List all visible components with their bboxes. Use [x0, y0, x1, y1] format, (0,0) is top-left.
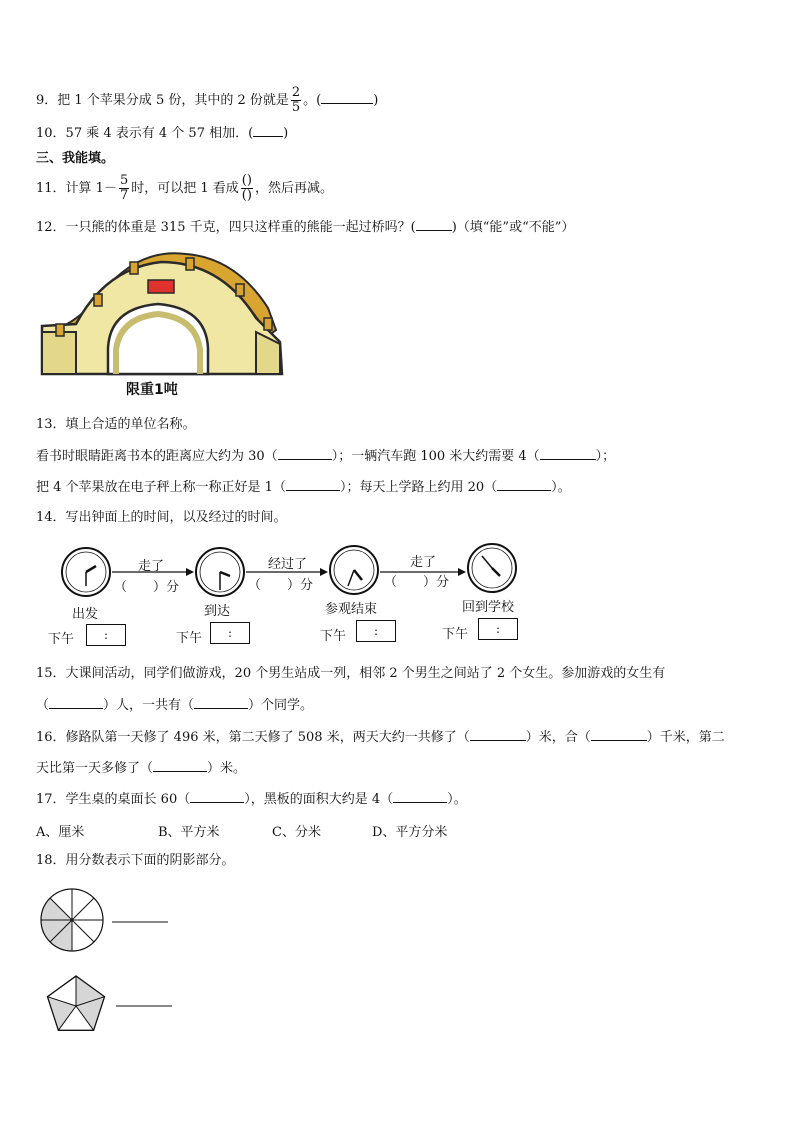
pm-label: 下午 — [320, 629, 347, 644]
q15-text: ）个同学。 — [248, 698, 314, 713]
question-11 — [36, 174, 333, 203]
question-13-line2 — [36, 478, 571, 497]
question-18-title: 18．用分数表示下面的阴影部分。 — [36, 853, 235, 868]
time-box[interactable]: : — [86, 624, 126, 646]
answer-blank[interactable] — [278, 447, 332, 460]
clock-3 — [330, 546, 378, 594]
answer-blank[interactable] — [190, 790, 244, 803]
question-15-line2 — [36, 696, 313, 715]
bridge-post — [264, 318, 272, 330]
answer-blank[interactable] — [416, 218, 452, 231]
q13-text: ）；每天上学路上约用 20（ — [339, 480, 498, 495]
q9-paren-close: ) — [373, 93, 379, 108]
pm-label: 下午 — [48, 632, 75, 647]
bridge-post — [236, 284, 244, 296]
question-17 — [36, 790, 467, 809]
pentagon-figure — [42, 972, 182, 1036]
answer-blank[interactable] — [321, 91, 373, 104]
bridge-post — [94, 294, 102, 306]
q9-text: 9．把 1 个苹果分成 5 份，其中的 2 份就是 — [36, 93, 289, 108]
question-14-title: 14．写出钟面上的时间，以及经过的时间。 — [36, 510, 287, 525]
frac-den: 7 — [119, 188, 129, 203]
q13-text: ）； — [595, 449, 616, 464]
choice-b[interactable]: B、平方米 — [158, 825, 220, 840]
answer-blank[interactable] — [497, 478, 551, 491]
arrow-2-top: 经过了 — [268, 557, 308, 572]
arrow-1-bottom[interactable]: （ ）分 — [114, 580, 180, 595]
time-box[interactable]: : — [478, 618, 518, 640]
pm-label: 下午 — [176, 631, 203, 646]
section-heading: 三、我能填。 — [36, 151, 115, 166]
clock-label-return: 回到学校 — [462, 600, 515, 615]
q17-text: ），黑板的面积大约是 4（ — [244, 792, 394, 807]
q13-text: ）。 — [551, 480, 571, 495]
q17-text: ）。 — [447, 792, 467, 807]
bridge-side — [42, 332, 76, 374]
time-box[interactable]: : — [210, 622, 250, 644]
circle-figure — [38, 884, 178, 956]
answer-blank[interactable] — [591, 728, 647, 741]
q16-text: ）千米，第二 — [646, 730, 725, 745]
q11-blank-fraction[interactable] — [241, 174, 253, 203]
q11-text-post: ，然后再减。 — [254, 181, 333, 196]
time-box[interactable]: : — [356, 620, 396, 642]
frac-num: 5 — [119, 173, 129, 188]
bridge-sign: 限重1吨 — [126, 382, 178, 398]
q9-paren-open: 。( — [303, 93, 322, 108]
choice-a[interactable]: A、厘米 — [36, 825, 85, 840]
question-15-line1: 15．大课间活动，同学们做游戏，20 个男生站成一列，相邻 2 个男生之间站了 2 个女生。参加游戏的女生有 — [36, 666, 666, 681]
bridge-plaque — [148, 280, 174, 293]
question-13-line1 — [36, 447, 615, 466]
q16-text: ）米。 — [207, 761, 247, 776]
answer-blank[interactable] — [194, 696, 248, 709]
answer-blank[interactable] — [253, 124, 283, 137]
choice-d[interactable]: D、平方分米 — [372, 825, 448, 840]
clock-4 — [468, 544, 516, 592]
answer-blank[interactable] — [470, 728, 526, 741]
frac-den: () — [241, 188, 252, 203]
answer-blank[interactable] — [153, 759, 207, 772]
shaded-sector — [41, 898, 72, 920]
answer-blank[interactable] — [286, 478, 340, 491]
pm-label: 下午 — [442, 627, 469, 642]
q17-text: 17．学生桌的桌面长 60（ — [36, 792, 191, 807]
answer-blank[interactable] — [393, 790, 447, 803]
q10-text: 10．57 乘 4 表示有 4 个 57 相加．( — [36, 126, 254, 141]
q15-text: ）人，一共有（ — [103, 698, 195, 713]
bridge-post — [56, 324, 64, 336]
question-12 — [36, 218, 574, 237]
q13-text: 把 4 个苹果放在电子秤上称一称正好是 1（ — [36, 480, 286, 495]
q16-text: 16．修路队第一天修了 496 米，第二天修了 508 米，两天大约一共修了（ — [36, 730, 470, 745]
clock-label-arrive: 到达 — [204, 604, 231, 619]
q12-text: 12．一只熊的体重是 315 千克，四只这样重的熊能一起过桥吗？( — [36, 220, 416, 235]
frac-den: 5 — [291, 100, 301, 115]
q9-fraction — [291, 86, 301, 115]
q16-text: 天比第一天多修了（ — [36, 761, 154, 776]
q15-text: （ — [36, 698, 50, 713]
question-16-line1 — [36, 728, 725, 747]
question-9 — [36, 86, 378, 115]
choice-c[interactable]: C、分米 — [272, 825, 321, 840]
arrow-3-top: 走了 — [410, 555, 437, 570]
arrow-3-bottom[interactable]: （ ）分 — [384, 575, 450, 590]
clock-label-visit-end: 参观结束 — [325, 602, 378, 617]
q13-text: 看书时眼睛距离书本的距离应大约为 30（ — [36, 449, 278, 464]
q11-text-mid: 时，可以把 1 看成 — [131, 181, 239, 196]
q11-fraction — [119, 174, 129, 203]
q12-text-post: )（填“能”或“不能”） — [451, 220, 575, 235]
frac-num: 2 — [291, 85, 301, 100]
bridge-illustration — [36, 248, 286, 400]
answer-blank[interactable] — [540, 447, 596, 460]
clock-1 — [62, 548, 110, 596]
clock-label-start: 出发 — [72, 607, 99, 622]
answer-blank[interactable] — [49, 696, 103, 709]
question-13-title: 13．填上合适的单位名称。 — [36, 417, 196, 432]
arrow-2-bottom[interactable]: （ ）分 — [248, 578, 314, 593]
q11-text: 11．计算 1－ — [36, 181, 117, 196]
frac-num: () — [241, 173, 252, 188]
question-10 — [36, 124, 288, 143]
clock-2 — [196, 548, 244, 596]
bridge-post — [130, 262, 138, 274]
question-16-line2 — [36, 759, 246, 778]
q10-paren-close: ) — [283, 126, 289, 141]
bridge-post — [186, 258, 194, 270]
q16-text: ）米，合（ — [525, 730, 591, 745]
arrow-1-top: 走了 — [138, 559, 165, 574]
q13-text: ）；一辆汽车跑 100 米大约需要 4（ — [331, 449, 540, 464]
